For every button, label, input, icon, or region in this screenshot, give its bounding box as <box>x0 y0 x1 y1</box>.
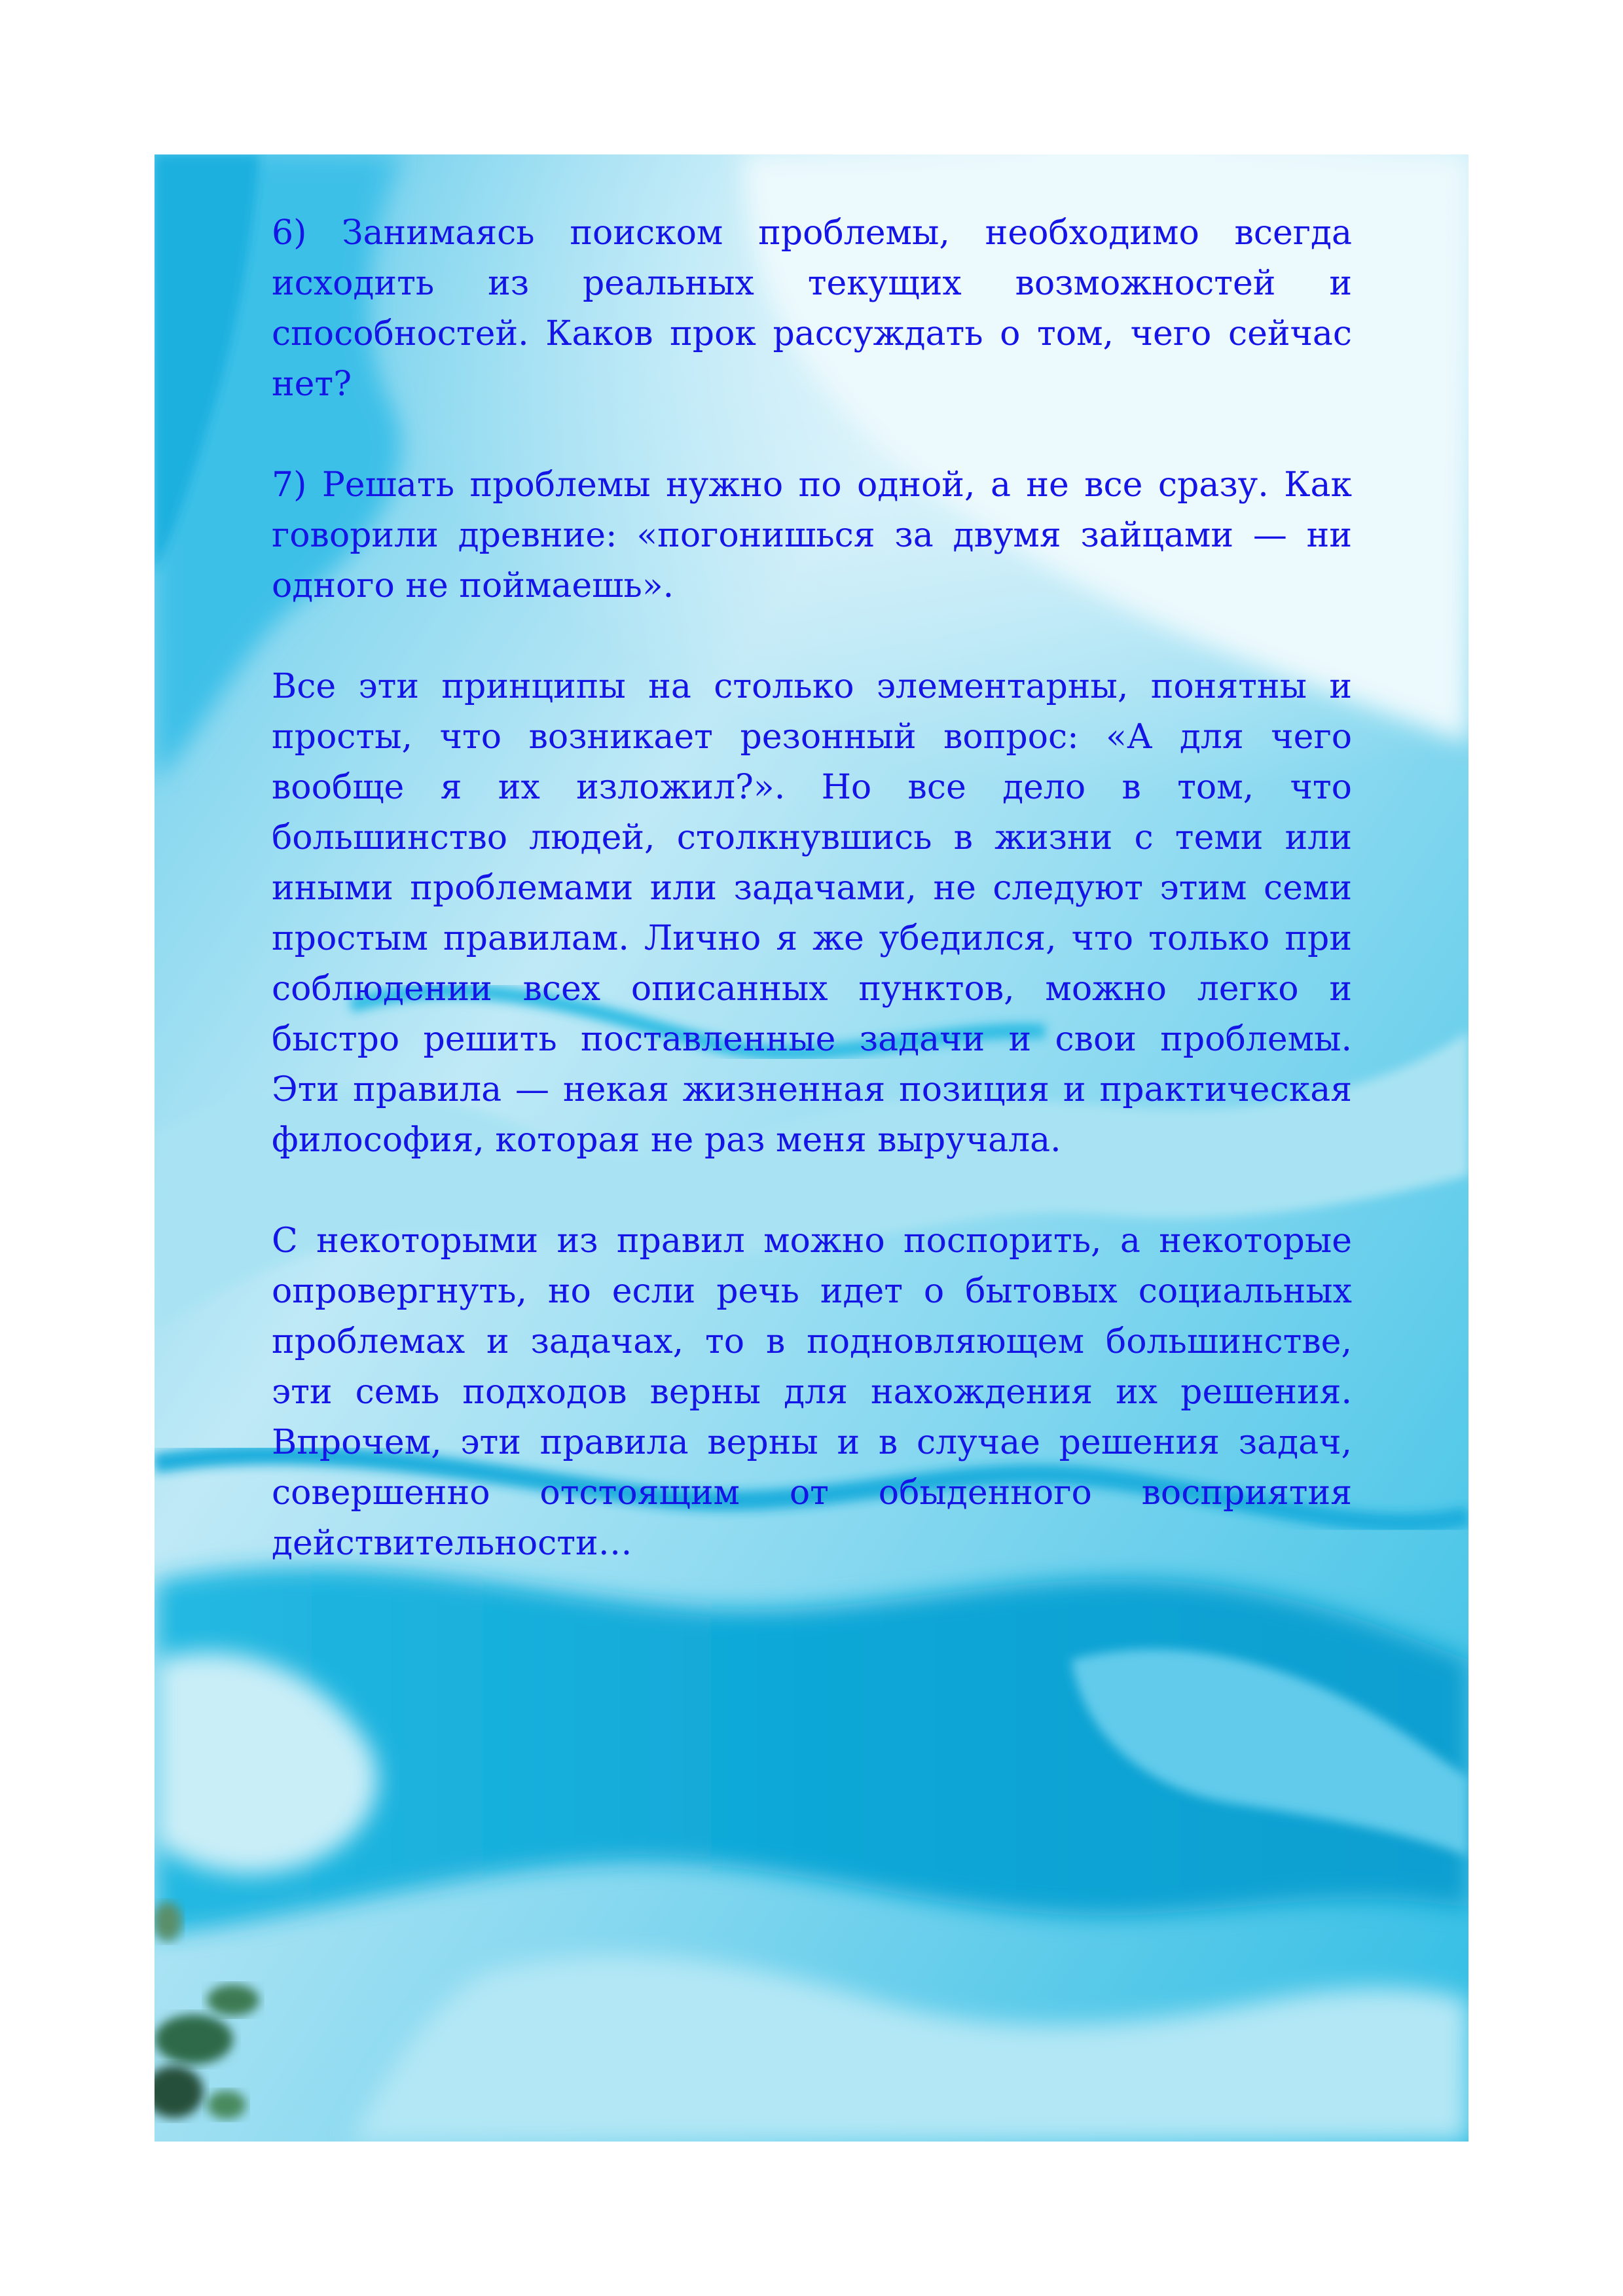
foliage-2 <box>207 1984 259 2016</box>
paragraph-rule-6: 6) Занимаясь поиском проблемы, необходимо всегда исходить из реальных текущих возможностей и способностей. Каков прок рассуждать о том, чего сейчас нет? <box>272 213 1352 404</box>
foliage-1 <box>155 2015 233 2064</box>
paragraph-conclusion: С некоторыми из правил можно поспорить, а некоторые опровергнуть, но если речь идет о бытовых социальных проблемах и задачах, то в подновляющем большинстве, эти семь подходов верны для нахождения их решения. Впрочем, эти правила верны и в случае решения задач, совершенно отстоящим от обыденного восприятия действительности… <box>272 1221 1352 1563</box>
document-body <box>272 208 1352 1569</box>
foliage-4 <box>207 2090 246 2119</box>
paragraph-rule-7: 7) Решать проблемы нужно по одной, а не все сразу. Как говорили древние: «погонишься за двумя зайцами — ни одного не поймаешь». <box>272 465 1352 605</box>
paragraph-principles: Все эти принципы на столько элементарны, понятны и просты, что возникает резонный вопрос: «А для чего вообще я их изложил?». Но все дело в том, что большинство людей, столкнувшись в жизни с теми или иными проблемами или задачами, не следуют этим семи простым правилам. Лично я же убедился, что только при соблюдении всех описанных пунктов, можно легко и быстро решить поставленные задачи и свои проблемы. Эти правила — некая жизненная позиция и практическая философия, которая не раз меня выручала. <box>272 667 1352 1160</box>
foliage-5 <box>155 1902 182 1941</box>
